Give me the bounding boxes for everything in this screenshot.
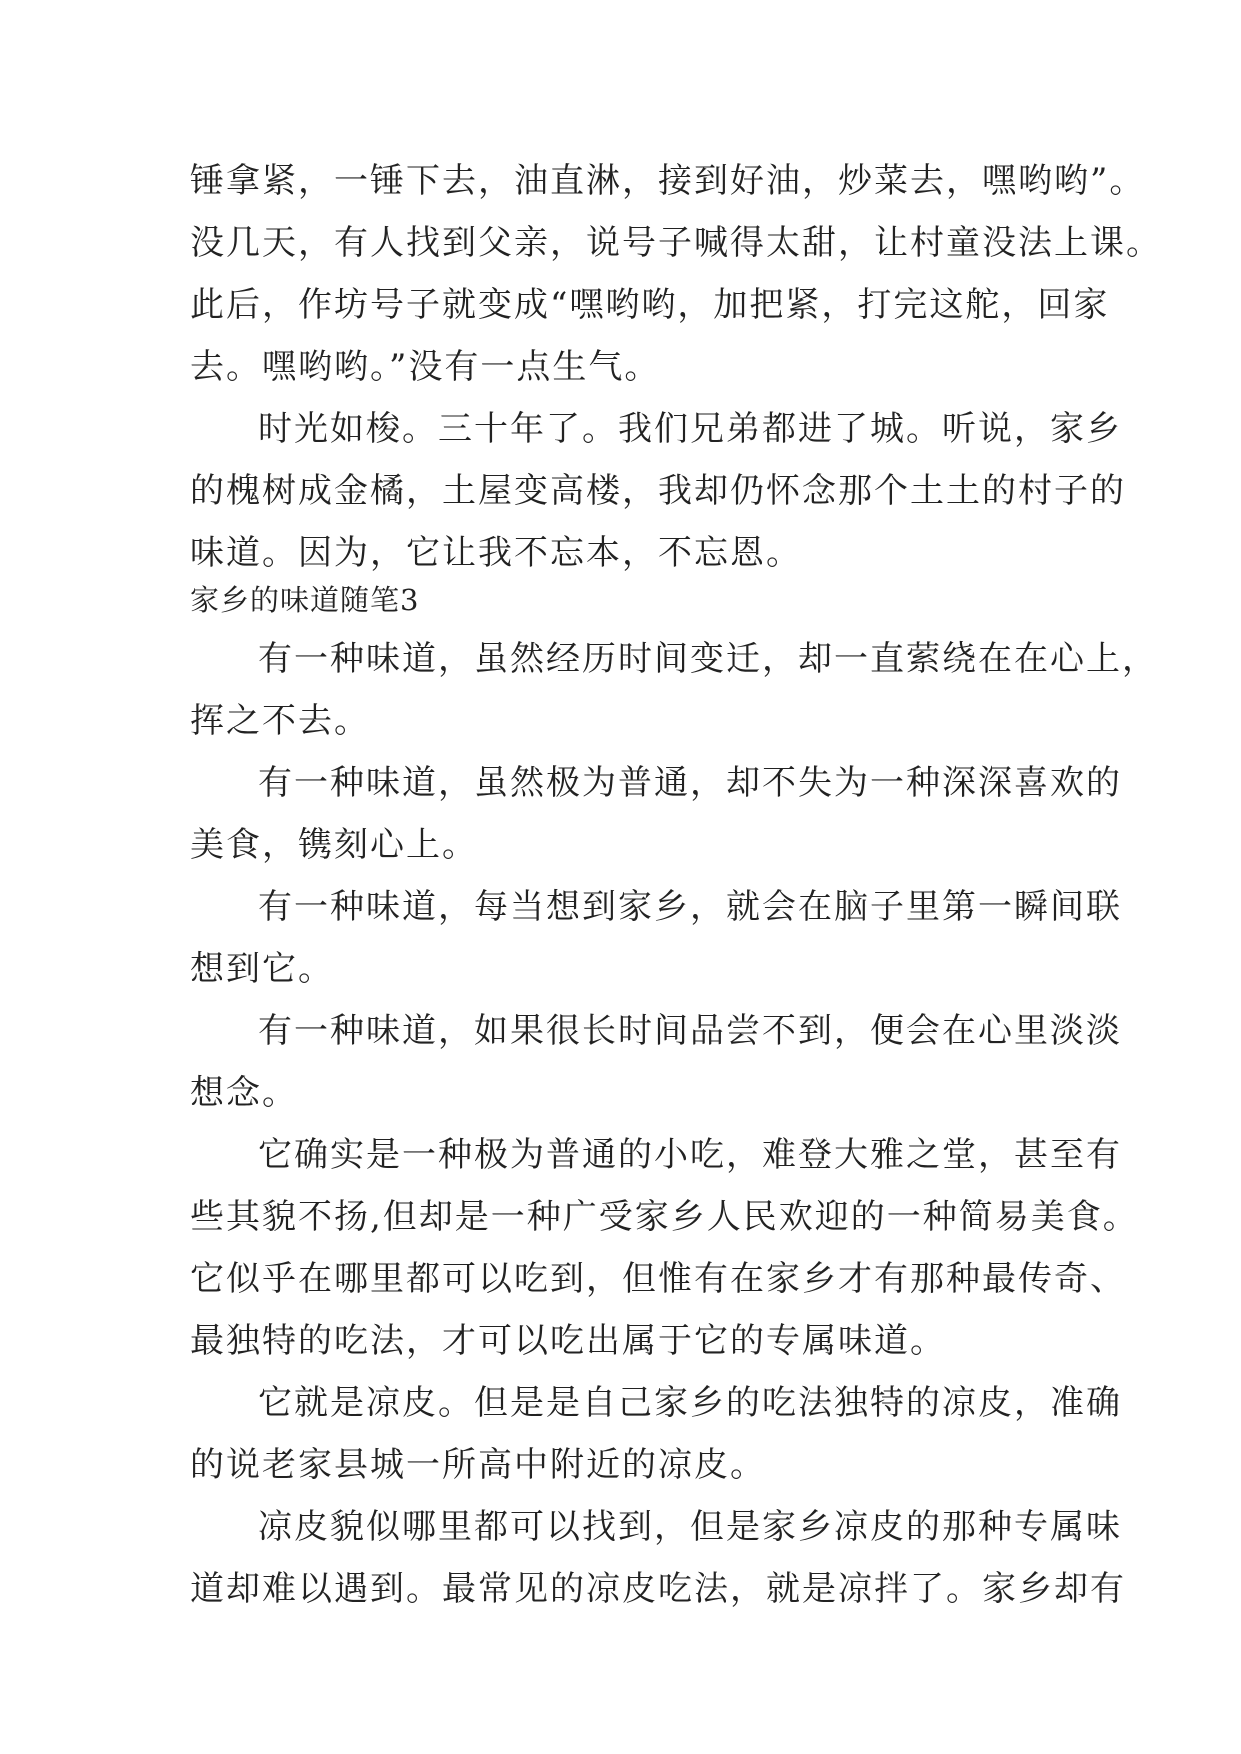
text-line: 味道。因为，它让我不忘本，不忘恩。 [190,533,802,573]
text-line: 些其貌不扬,但却是一种广受家乡人民欢迎的一种简易美食。 [190,1197,1139,1237]
text-line: 挥之不去。 [190,701,370,741]
paragraph-first-line: 有一种味道，如果很长时间品尝不到，便会在心里淡淡 [258,1011,1122,1051]
paragraph-first-line: 它就是凉皮。但是是自己家乡的吃法独特的凉皮，准确 [258,1383,1122,1423]
text-line: 美食，镌刻心上。 [190,825,478,865]
text-line: 的槐树成金橘，土屋变高楼，我却仍怀念那个土土的村子的 [190,471,1126,511]
text-line: 道却难以遇到。最常见的凉皮吃法，就是凉拌了。家乡却有 [190,1569,1126,1609]
text-line: 没几天，有人找到父亲，说号子喊得太甜，让村童没法上课。 [190,223,1162,263]
paragraph-first-line: 有一种味道，每当想到家乡，就会在脑子里第一瞬间联 [258,887,1122,927]
text-line: 去。嘿哟哟。”没有一点生气。 [190,347,661,387]
essay-body [190,150,1162,1620]
text-line: 想到它。 [190,949,334,989]
paragraph-first-line: 有一种味道，虽然极为普通，却不失为一种深深喜欢的 [258,763,1122,803]
text-line: 最独特的吃法，才可以吃出属于它的专属味道。 [190,1321,946,1361]
text-line: 它似乎在哪里都可以吃到，但惟有在家乡才有那种最传奇、 [190,1259,1126,1299]
text-line: 锤拿紧，一锤下去，油直淋，接到好油，炒菜去，嘿哟哟”。 [190,161,1146,201]
paragraph-first-line: 有一种味道，虽然经历时间变迁，却一直萦绕在在心上， [258,639,1158,679]
paragraph-first-line: 凉皮貌似哪里都可以找到，但是家乡凉皮的那种专属味 [258,1507,1122,1547]
section-heading: 家乡的味道随笔3 [190,583,420,617]
text-line: 想念。 [190,1073,298,1113]
text-line: 的说老家县城一所高中附近的凉皮。 [190,1445,766,1485]
text-line: 此后，作坊号子就变成“嘿哟哟，加把紧，打完这舵，回家 [190,285,1110,325]
paragraph-first-line: 它确实是一种极为普通的小吃，难登大雅之堂，甚至有 [258,1135,1122,1175]
paragraph-first-line: 时光如梭。三十年了。我们兄弟都进了城。听说，家乡 [258,409,1122,449]
